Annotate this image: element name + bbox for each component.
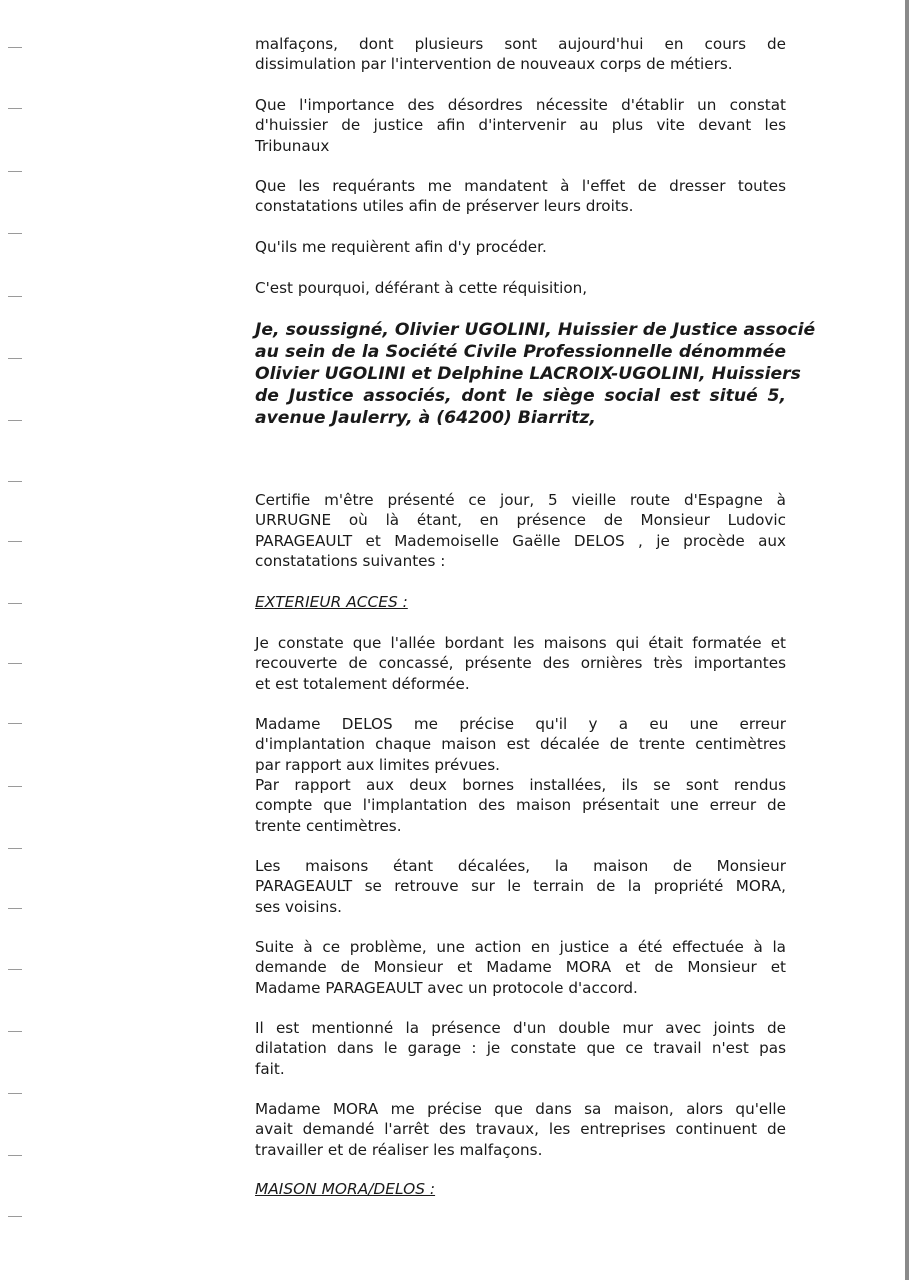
text-line: dissimulation par l'intervention de nouveaux corps de métiers.: [255, 55, 733, 74]
text-line: recouverte de concassé, présente des ornières très importantes: [255, 654, 786, 673]
paragraph-action-justice: [255, 937, 786, 998]
text-line: constatations utiles afin de préserver leurs droits.: [255, 197, 634, 216]
margin-rule: [8, 723, 22, 724]
margin-rule: [8, 786, 22, 787]
text-line: avait demandé l'arrêt des travaux, les entreprises continuent de: [255, 1120, 786, 1139]
margin-rule: [8, 481, 22, 482]
margin-rule: [8, 969, 22, 970]
paragraph-allee: [255, 633, 786, 694]
margin-rule: [8, 108, 22, 109]
paragraph-double-mur: [255, 1018, 786, 1079]
text-line: Je constate que l'allée bordant les maisons qui était formatée et: [255, 634, 786, 652]
margin-rule: [8, 1093, 22, 1094]
text-line: par rapport aux limites prévues.: [255, 755, 501, 774]
margin-rule: [8, 663, 22, 664]
text-line: compte que l'implantation des maison présentait une erreur de: [255, 796, 786, 815]
text-line: Suite à ce problème, une action en justice a été effectuée à la: [255, 938, 786, 956]
paragraph-arret-travaux: [255, 1099, 786, 1160]
margin-rule: [8, 1155, 22, 1156]
text-line: travailler et de réaliser les malfaçons.: [255, 1140, 543, 1159]
text-line: d'implantation chaque maison est décalée de trente centimètres: [255, 735, 786, 754]
text-line: Les maisons étant décalées, la maison de Monsieur: [255, 857, 786, 875]
text-line: Madame MORA me précise que dans sa maison, alors qu'elle: [255, 1100, 786, 1118]
margin-rule: [8, 296, 22, 297]
text-line: constatations suivantes :: [255, 551, 446, 570]
margin-rule: [8, 47, 22, 48]
text-line: d'huissier de justice afin d'intervenir au plus vite devant les: [255, 116, 786, 135]
section-title-exterieur-acces: EXTERIEUR ACCES :: [255, 593, 408, 611]
margin-rule: [8, 233, 22, 234]
text-line: Madame PARAGEAULT avec un protocole d'accord.: [255, 978, 638, 997]
paragraph-maisons-decalees: [255, 856, 786, 917]
text-line: dilatation dans le garage : je constate que ce travail n'est pas: [255, 1039, 786, 1058]
text-line: Olivier UGOLINI et Delphine LACROIX-UGOLINI, Huissiers: [255, 364, 801, 384]
margin-rule: [8, 603, 22, 604]
text-line: demande de Monsieur et Madame MORA et de Monsieur et: [255, 958, 786, 977]
section-title-maison-mora-delos: MAISON MORA/DELOS :: [255, 1180, 436, 1198]
margin-rule: [8, 358, 22, 359]
text-line: Que l'importance des désordres nécessite d'établir un constat: [255, 96, 786, 114]
paragraph-importance-desordres: [255, 95, 786, 156]
paragraph-certifie: [255, 490, 786, 571]
text-line: C'est pourquoi, déférant à cette réquisition,: [255, 279, 588, 297]
text-line: de Justice associés, dont le siège social est situé 5,: [255, 386, 786, 406]
margin-rule: [8, 1216, 22, 1217]
text-line: PARAGEAULT se retrouve sur le terrain de la propriété MORA,: [255, 877, 786, 896]
margin-rule: [8, 171, 22, 172]
text-line: au sein de la Société Civile Professionnelle dénommée: [255, 342, 786, 362]
text-line: Certifie m'être présenté ce jour, 5 vieille route d'Espagne à: [255, 491, 786, 509]
text-line: Par rapport aux deux bornes installées, ils se sont rendus: [255, 776, 786, 794]
text-line: URRUGNE où là étant, en présence de Monsieur Ludovic: [255, 511, 786, 530]
margin-rule: [8, 420, 22, 421]
paragraph-implantation: [255, 714, 786, 775]
text-line: Il est mentionné la présence d'un double mur avec joints de: [255, 1019, 786, 1037]
text-line: et est totalement déformée.: [255, 674, 470, 693]
text-line: malfaçons, dont plusieurs sont aujourd'hui en cours de: [255, 35, 786, 53]
margin-rule: [8, 908, 22, 909]
paragraph-mandat: [255, 176, 786, 217]
margin-rule: [8, 1031, 22, 1032]
paragraph-bornes: [255, 775, 786, 836]
paragraph-deferant: [255, 278, 786, 298]
margin-rule: [8, 848, 22, 849]
margin-rule: [8, 541, 22, 542]
text-line: fait.: [255, 1059, 285, 1078]
page-right-edge: [905, 0, 909, 1280]
paragraph-malfacons: [255, 34, 786, 75]
huissier-identity-block: [255, 319, 816, 429]
text-line: Madame DELOS me précise qu'il y a eu une erreur: [255, 715, 786, 733]
text-line: Je, soussigné, Olivier UGOLINI, Huissier de Justice associé: [255, 320, 816, 340]
paragraph-requisition: [255, 237, 786, 257]
text-line: trente centimètres.: [255, 816, 402, 835]
text-line: Tribunaux: [255, 136, 330, 155]
text-line: Que les requérants me mandatent à l'effet de dresser toutes: [255, 177, 786, 195]
text-line: avenue Jaulerry, à (64200) Biarritz,: [255, 408, 596, 428]
text-line: ses voisins.: [255, 897, 342, 916]
text-line: Qu'ils me requièrent afin d'y procéder.: [255, 238, 547, 256]
left-margin-rules: [8, 0, 24, 1280]
text-line: PARAGEAULT et Mademoiselle Gaëlle DELOS , je procède aux: [255, 531, 786, 550]
